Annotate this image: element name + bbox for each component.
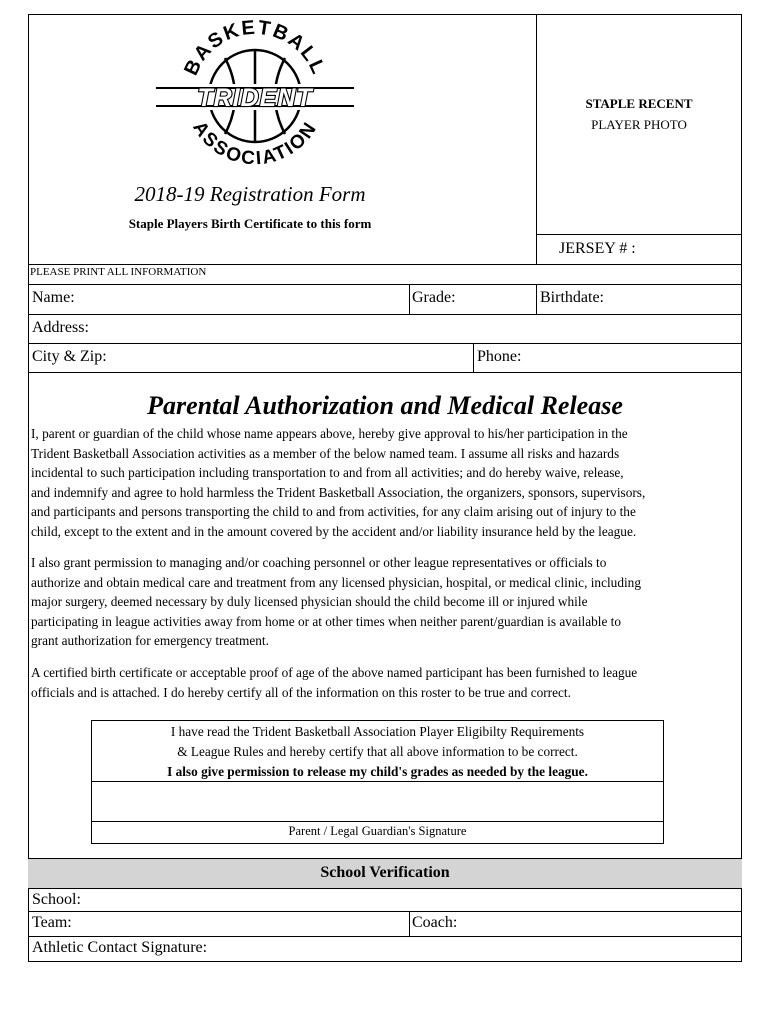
birthdate-divider (536, 284, 537, 314)
jersey-top-line (536, 234, 742, 235)
team-field[interactable]: Team: (32, 914, 72, 931)
guardian-signature-field[interactable] (93, 783, 662, 820)
row-line (28, 284, 742, 285)
certify-line-2: & League Rules and hereby certify that all above information to be correct. (177, 744, 578, 759)
release-paragraph-2 (31, 553, 731, 651)
phone-divider (473, 343, 474, 372)
address-field[interactable]: Address: (32, 319, 89, 336)
city-zip-field[interactable]: City & Zip: (32, 348, 107, 365)
certify-line-3: I also give permission to release my child's grades as needed by the league. (167, 764, 588, 779)
paragraph-line: A certified birth certificate or acceptable proof of age of the above named participant has been furnished to league (31, 665, 638, 680)
row-line (28, 343, 742, 344)
paragraph-line: and indemnify and agree to hold harmless the Trident Basketball Association, the organizers, sponsors, supervisors, (31, 484, 646, 500)
signature-area-top (91, 781, 664, 782)
trident-logo (150, 18, 360, 168)
print-notice: PLEASE PRINT ALL INFORMATION (30, 266, 207, 278)
logo-arc-top: BASKETBALL (180, 18, 330, 79)
grade-field[interactable]: Grade: (412, 289, 456, 306)
row-line (28, 936, 742, 937)
paragraph-line: I also grant permission to managing and/or coaching personnel or other league representatives or officials to (31, 555, 607, 570)
logo-wordmark: TRIDENT (197, 84, 313, 112)
paragraph-line: child, except to the extent and in the amount covered by the accident and/or liability insurance held by the league. (31, 523, 637, 539)
name-field[interactable]: Name: (32, 289, 75, 306)
row-line (28, 372, 742, 373)
form-title: 2018-19 Registration Form (134, 182, 366, 206)
athletic-contact-signature-field[interactable]: Athletic Contact Signature: (32, 939, 208, 956)
birthdate-field[interactable]: Birthdate: (540, 289, 604, 306)
school-verification-title: School Verification (320, 864, 450, 881)
grade-divider (409, 284, 410, 314)
photo-label-line1: STAPLE RECENT (585, 96, 693, 111)
jersey-number-field[interactable]: JERSEY # : (559, 240, 636, 257)
release-paragraph-3 (31, 663, 731, 702)
release-paragraph-1 (31, 424, 731, 542)
coach-field[interactable]: Coach: (412, 914, 458, 931)
certify-line-1: I have read the Trident Basketball Association Player Eligibilty Requirements (170, 724, 585, 739)
header-bottom-line (28, 264, 742, 265)
paragraph-line: grant authorization for emergency treatment. (31, 633, 269, 649)
photo-box-divider (536, 14, 537, 264)
photo-label-line2: PLAYER PHOTO (591, 117, 687, 132)
paragraph-line: officials and is attached. I do hereby certify all of the information on this roster to be true and correct. (31, 684, 571, 700)
paragraph-line: incidental to such participation including transportation to and from all activities; and do hereby waive, release, (31, 465, 624, 481)
school-field[interactable]: School: (32, 891, 81, 908)
row-line (28, 911, 742, 912)
row-line (28, 314, 742, 315)
logo-arc-bottom: ASSOCIATION (188, 117, 322, 168)
paragraph-line: I, parent or guardian of the child whose name appears above, hereby give approval to his/her participation in the (31, 426, 628, 441)
form-subtitle: Staple Players Birth Certificate to this form (128, 216, 372, 231)
paragraph-line: Trident Basketball Association activities as a member of the below named team. I assume all risks and hazards (31, 445, 620, 461)
paragraph-line: authorize and obtain medical care and treatment from any licensed physician, hospital, or medical clinic, including (31, 574, 641, 590)
paragraph-line: and participants and persons transporting the child to and from activities, for any claim arising out of injury to the (31, 504, 636, 520)
release-heading: Parental Authorization and Medical Release (147, 391, 623, 420)
phone-field[interactable]: Phone: (477, 348, 522, 365)
signature-caption: Parent / Legal Guardian's Signature (288, 824, 467, 838)
coach-divider (409, 911, 410, 936)
signature-line (91, 821, 664, 822)
paragraph-line: participating in league activities away from home or at other times when neither parent/guardian is available to (31, 613, 622, 629)
paragraph-line: major surgery, deemed necessary by duly licensed physician should the child become ill or injured while (31, 594, 588, 610)
